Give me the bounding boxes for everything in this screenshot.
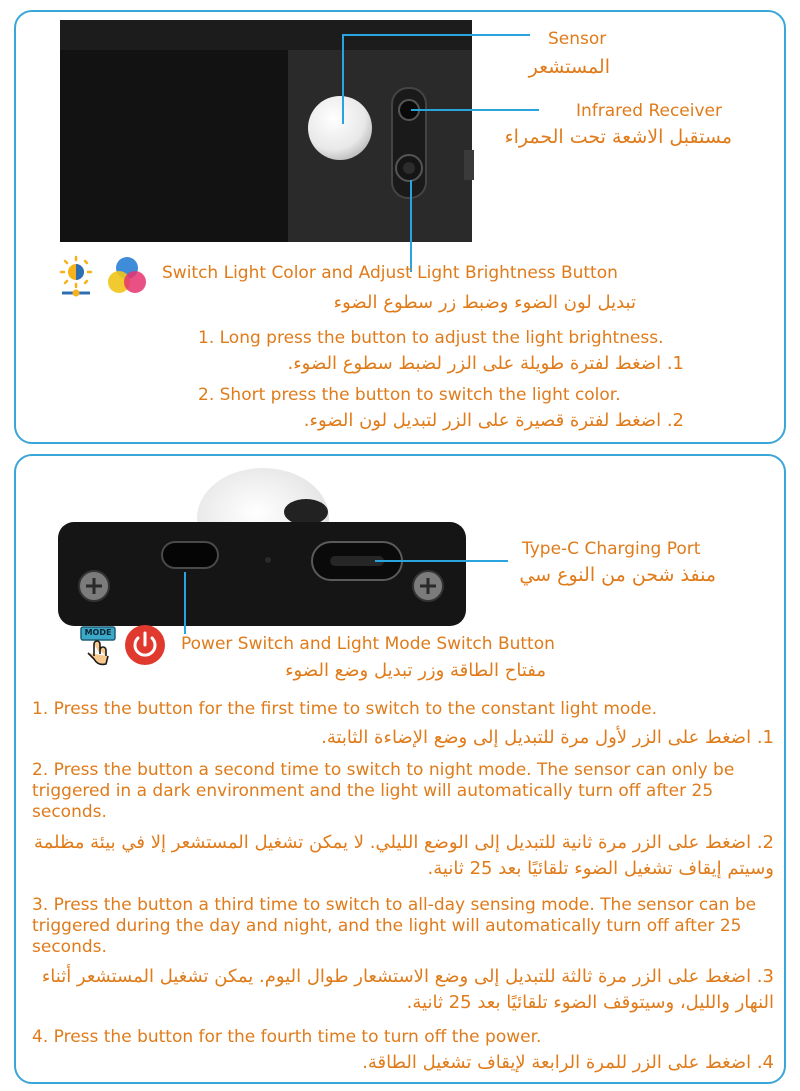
sensor-callout-drop (342, 34, 344, 124)
sensor-label-en: Sensor (548, 29, 607, 49)
mode-step4-en: 4. Press the button for the fourth time to turn off the power. (32, 1027, 542, 1047)
ir-label-ar: مستقبل الاشعة تحت الحمراء (504, 126, 732, 148)
sensor-callout-line (342, 34, 530, 36)
port-label-ar: منفذ شحن من النوع سي (519, 564, 716, 586)
ir-label-en: Infrared Receiver (576, 101, 722, 121)
sensor-label-ar: المستشعر (528, 56, 610, 78)
power-button-shape (162, 542, 218, 568)
switch-button-label-ar: تبديل لون الضوء وضبط زر سطوع الضوء (333, 292, 636, 313)
switch-button-label-en: Switch Light Color and Adjust Light Brightness Button (162, 263, 618, 283)
ir-callout-line (411, 109, 539, 111)
port-callout-line (375, 560, 508, 562)
top-step1-ar: 1. اضغط لفترة طويلة على الزر لضبط سطوع الضوء. (287, 353, 684, 374)
mode-step4-ar: 4. اضغط على الزر للمرة الرابعة لإيقاف تشغيل الطاقة. (362, 1052, 774, 1073)
top-step1-en: 1. Long press the button to adjust the light brightness. (198, 328, 664, 348)
power-icon (124, 624, 166, 666)
mode-step1-en: 1. Press the button for the first time to switch to the constant light mode. (32, 699, 657, 719)
mode-step3-ar: 3. اضغط على الزر مرة ثالثة للتبديل إلى وضع الاستشعار طوال اليوم. يمكن تشغيل المستشعر أثناء النهار والليل، وسيتوقف الضوء تلقائيًا بعد 25 ثانية. (41, 966, 774, 1013)
power-label-ar: مفتاح الطاقة وزر تبديل وضع الضوء (285, 660, 546, 681)
mode-step2-en: 2. Press the button a second time to switch to night mode. The sensor can only be triggered in a dark environment and the light will automatically turn off after 25 seconds. (32, 760, 735, 822)
brightness-icon (56, 256, 96, 298)
mode-step3-en: 3. Press the button a third time to switch to all-day sensing mode. The sensor can be triggered during the day and night, and the light will automatically turn off after 25 seconds. (32, 895, 757, 957)
color-wheel-icon (104, 254, 150, 298)
button-callout-line (410, 180, 412, 272)
mode-step2-ar: 2. اضغط على الزر مرة ثانية للتبديل إلى الوضع الليلي. لا يمكن تشغيل المستشعر إلا في بيئة مظلمة وسيتم إيقاف تشغيل الضوء تلقائيًا بعد 25 ثانية. (33, 832, 774, 879)
port-label-en: Type-C Charging Port (522, 539, 701, 559)
device-end-photo (58, 466, 466, 626)
power-label-en: Power Switch and Light Mode Switch Button (181, 634, 555, 654)
top-step2-en: 2. Short press the button to switch the light color. (198, 385, 621, 405)
power-callout-line (184, 572, 186, 634)
mode-icon-text: MODE (84, 628, 112, 637)
top-step2-ar: 2. اضغط لفترة قصيرة على الزر لتبديل لون الضوء. (303, 410, 684, 431)
mode-step1-ar: 1. اضغط على الزر لأول مرة للتبديل إلى وضع الإضاءة الثابتة. (321, 727, 774, 748)
sensor-dome (308, 96, 372, 160)
